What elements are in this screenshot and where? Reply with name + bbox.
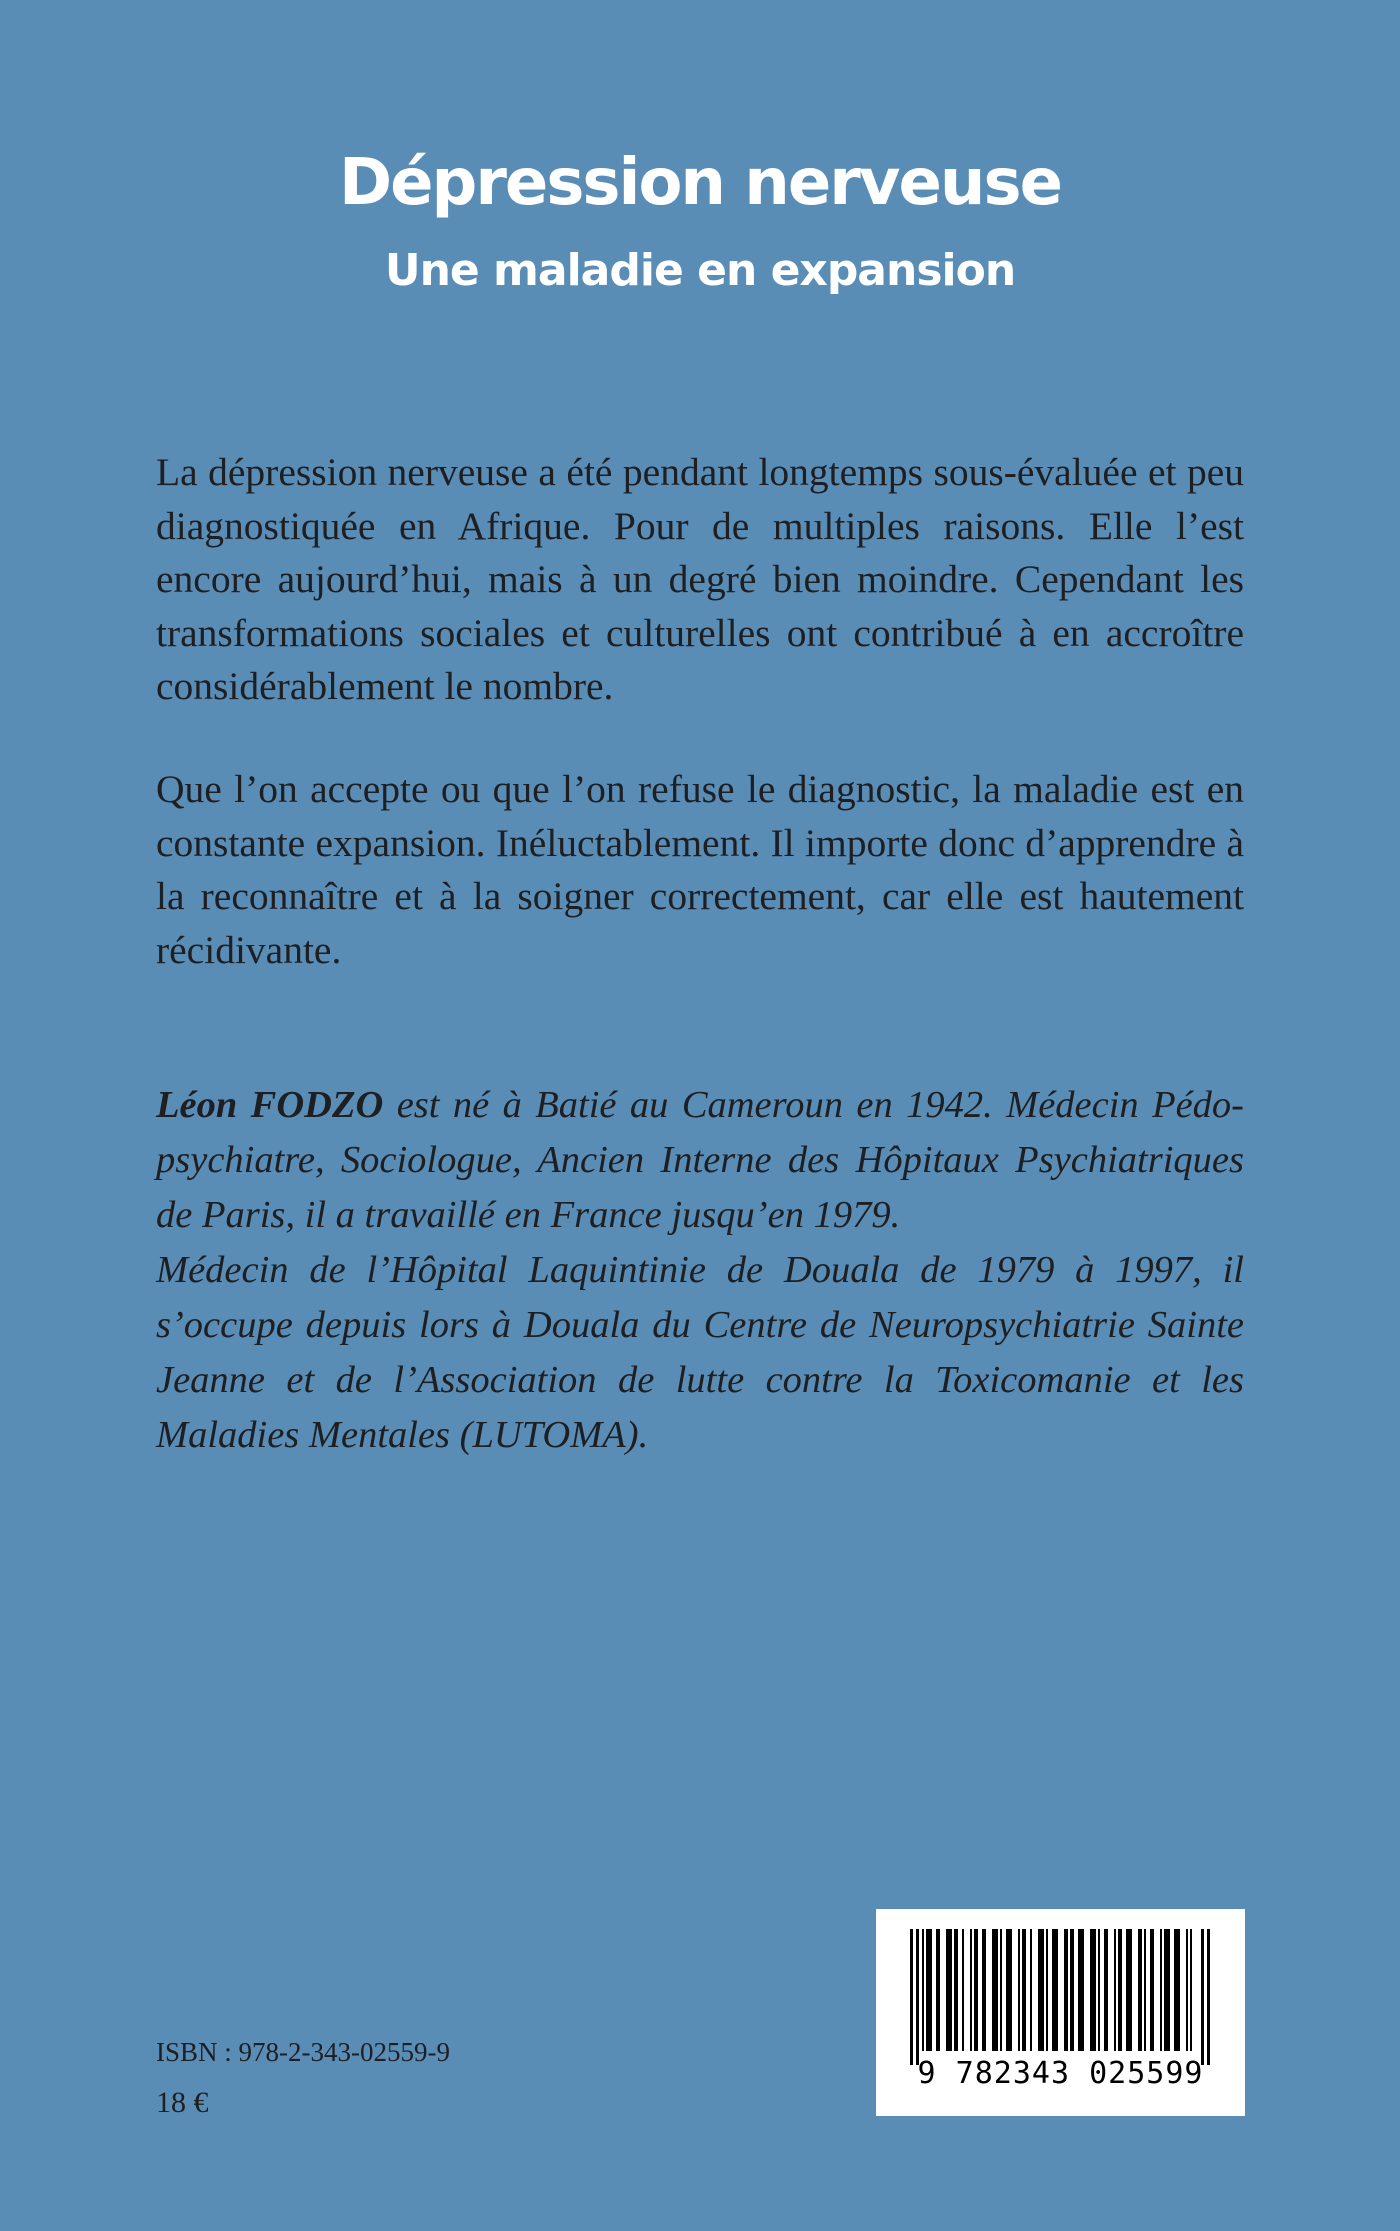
barcode-bar	[1174, 1929, 1180, 2051]
barcode-bar	[1064, 1929, 1068, 2051]
barcode-guard-bar	[916, 1929, 919, 2065]
barcode-bar	[1022, 1929, 1026, 2051]
author-bio-line-1	[156, 1078, 1244, 1243]
barcode-bar	[1164, 1929, 1170, 2051]
summary-paragraph-2: Que l’on accepte ou que l’on refuse le diagnostic, la maladie est en constante expansion. Inéluctablement. Il importe donc d’apprendre à la reconnaître et à la soigner correctement, car elle est hautement récidivante.	[156, 767, 1244, 972]
barcode-bar	[1118, 1929, 1122, 2051]
barcode-bar	[962, 1929, 964, 2051]
barcode-bar	[974, 1929, 978, 2051]
barcode-bar	[946, 1929, 952, 2051]
author-bio	[156, 1078, 1244, 1463]
barcode-bar	[1052, 1929, 1058, 2051]
book-title: Dépression nerveuse	[339, 146, 1061, 220]
barcode-bar	[922, 1929, 924, 2051]
barcode-guard-bar	[1201, 1929, 1204, 2065]
barcode-guard-bar	[1207, 1929, 1210, 2065]
barcode-bar	[992, 1929, 998, 2051]
barcode-bar	[926, 1929, 932, 2051]
book-subtitle: Une maladie en expansion	[384, 245, 1016, 296]
barcode-bar	[1098, 1929, 1100, 2051]
author-bio-text-2: Médecin de l’Hôpital Laquintinie de Douala de 1979 à 1997, il s’occupe depuis lors à Douala du Centre de Neuropsychiatrie Sainte Jeanne et de l’Association de lutte contre la Toxicomanie et les Maladies Mentales (LUTOMA).	[156, 1249, 1244, 1456]
barcode-bar	[1070, 1929, 1074, 2051]
barcode-bar	[1018, 1929, 1020, 2051]
barcode-bar	[1046, 1929, 1048, 2051]
barcode-digits: 9 782343 025599	[917, 2056, 1204, 2091]
barcode-box	[876, 1909, 1245, 2116]
barcode-guard-bar	[910, 1929, 913, 2065]
barcode-bar	[1000, 1929, 1002, 2051]
barcode-bar	[1078, 1929, 1084, 2051]
isbn: ISBN : 978-2-343-02559-9	[156, 2037, 450, 2067]
barcode-bar	[1114, 1929, 1116, 2051]
barcode-bar	[1144, 1929, 1146, 2051]
barcode-bar	[1186, 1929, 1188, 2051]
barcode-bar	[1038, 1929, 1044, 2051]
barcode-bar	[1190, 1929, 1192, 2051]
barcode-bar	[1090, 1929, 1096, 2051]
barcode-bar	[936, 1929, 940, 2051]
barcode-bar	[1126, 1929, 1132, 2051]
barcode-bar	[1160, 1929, 1162, 2051]
barcode-bar	[1138, 1929, 1142, 2051]
summary-paragraph-1: La dépression nerveuse a été pendant longtemps sous-évaluée et peu diagnostiquée en Afrique. Pour de multiples raisons. Elle l’est encore aujourd’hui, mais à un degré bien moindre. Cependant les transformations sociales et culturelles ont contribué à en accroître considérablement le nombre.	[156, 450, 1244, 708]
barcode-bar	[970, 1929, 972, 2051]
barcode-bar	[1006, 1929, 1012, 2051]
author-bio-text-1: est né à Batié au Cameroun en 1942. Médecin Pédo-psychiatre, Sociologue, Ancien Interne des Hôpitaux Psychiatriques de Paris, il a travaillé en France jusqu’en 1979.	[156, 1084, 1244, 1236]
barcode-bar	[1150, 1929, 1154, 2051]
author-name: Léon FODZO	[156, 1084, 384, 1126]
barcode-bar	[1030, 1929, 1032, 2051]
price: 18 €	[156, 2086, 209, 2119]
barcode-bar	[982, 1929, 986, 2051]
barcode-bar	[1104, 1929, 1108, 2051]
barcode-bar	[954, 1929, 958, 2051]
